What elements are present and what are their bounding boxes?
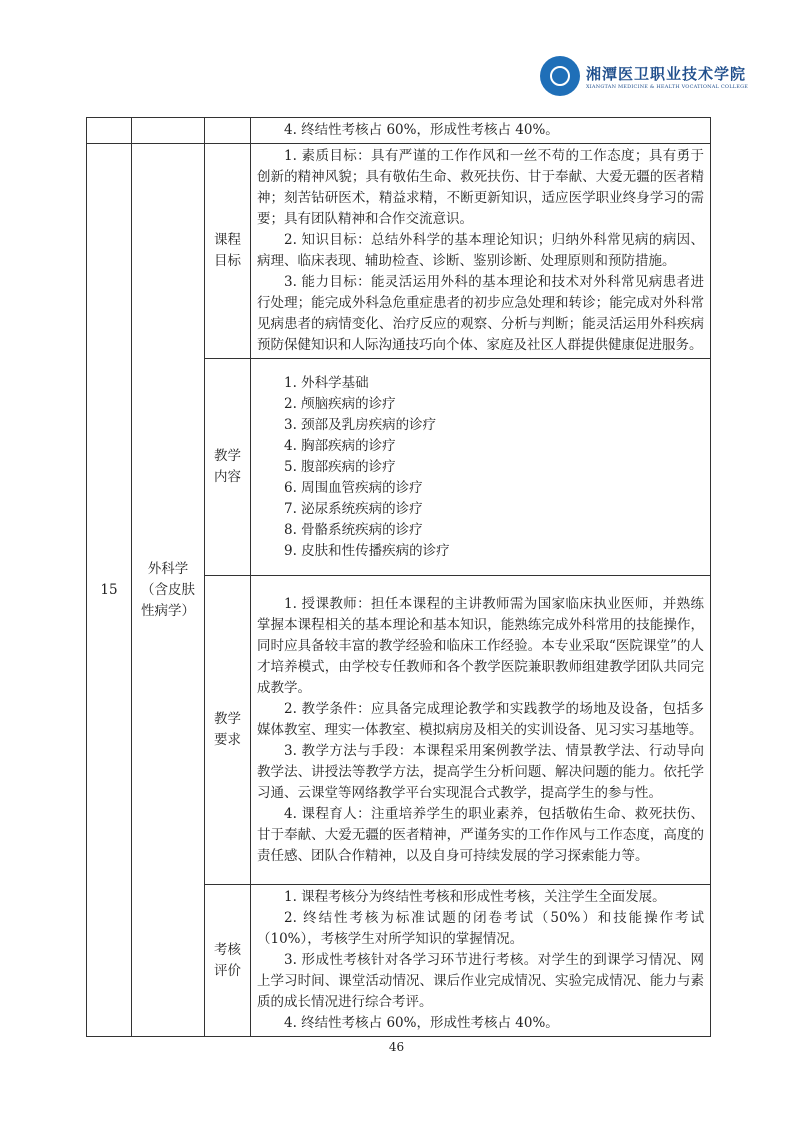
course-table [86, 117, 711, 1037]
list-item: 8. 骨骼系统疾病的诊疗 [284, 521, 423, 538]
page-number: 46 [388, 1040, 405, 1054]
course-number: 15 [87, 144, 132, 1037]
logo-english-name: XIANGTAN MEDICINE & HEALTH VOCATIONAL COLLEGE [586, 83, 749, 90]
section-label: 教学要求 [205, 576, 251, 885]
teaching-requirements: 1. 授课教师：担任本课程的主讲教师需为国家临床执业医师，并熟练掌握本课程相关的基本理论和基本知识，能熟练完成外科常用的技能操作，同时应具备较丰富的教学经验和临床工作经验。本专业采取“医院课堂”的人才培养模式，由学校专任教师和各个教学医院兼职教师组建教学团队共同完成教学。 2. 教学条件：应具备完成理论教学和实践教学的场地及设备，包括多媒体教室、理实一体教室、模拟病房及相关的实训设备、见习实习基地等。 3. 教学方法与手段：本课程采用案例教学法、情景教学法、行动导向教学法、讲授法等教学方法，提高学生分析问题、解决问题的能力。依托学习通、云课堂等网络教学平台实现混合式教学，提高学生的参与性。 4. 课程育人：注重培养学生的职业素养，包括敬佑生命、救死扶伤、甘于奉献、大爱无疆的医者精神，严谨务实的工作作风与工作态度，高度的责任感、团队合作精神，以及自身可持续发展的学习探索能力等。 [251, 576, 711, 885]
course-objectives: 1. 素质目标：具有严谨的工作作风和一丝不苟的工作态度；具有勇于创新的精神风貌；具有敬佑生命、救死扶伤、甘于奉献、大爱无疆的医者精神；刻苦钻研医术，精益求精，不断更新知识，适应医学职业终身学习的需要；具有团队精神和合作交流意识。 2. 知识目标：总结外科学的基本理论知识；归纳外科常见病的病因、病理、临床表现、辅助检查、诊断、鉴别诊断、处理原则和预防措施。 3. 能力目标：能灵活运用外科的基本理论和技术对外科常见病患者进行处理；能完成外科急危重症患者的初步应急处理和转诊；能完成对外科常见病患者的病情变化、治疗反应的观察、分析与判断；能灵活运用外科疾病预防保健知识和人际沟通技巧向个体、家庭及社区人群提供健康促进服务。 [251, 144, 711, 359]
list-item: 3. 颈部及乳房疾病的诊疗 [284, 416, 437, 433]
assessment: 1. 课程考核分为终结性考核和形成性考核，关注学生全面发展。 2. 终结性考核为标准试题的闭卷考试（50%）和技能操作考试（10%），考核学生对所学知识的掌握情况。 3. 形成性考核针对各学习环节进行考核。对学生的到课学习情况、网上学习时间、课堂活动情况、课后作业完成情况、实验完成情况、能力与素质的成长情况进行综合考评。 4. 终结性考核占 60%，形成性考核占 40%。 [251, 885, 711, 1037]
logo-chinese-name: 湘潭医卫职业技术学院 [586, 64, 747, 83]
table-row [87, 144, 711, 359]
section-label: 课程目标 [205, 144, 251, 359]
college-seal-icon [540, 56, 580, 96]
course-name: 外科学（含皮肤性病学） [132, 144, 205, 1037]
list-item: 5. 腹部疾病的诊疗 [284, 458, 396, 475]
list-item: 1. 外科学基础 [284, 374, 369, 391]
section-label: 考核评价 [205, 885, 251, 1037]
section-label: 教学内容 [205, 359, 251, 576]
previous-row-tail [87, 118, 711, 144]
list-item: 4. 胸部疾病的诊疗 [284, 437, 396, 454]
list-item: 6. 周围血管疾病的诊疗 [284, 479, 423, 496]
list-item: 2. 颅脑疾病的诊疗 [284, 395, 396, 412]
list-item: 7. 泌尿系统疾病的诊疗 [284, 500, 423, 517]
prev-assessment-ratio: 4. 终结性考核占 60%，形成性考核占 40%。 [284, 122, 559, 138]
list-item: 9. 皮肤和性传播疾病的诊疗 [284, 542, 450, 559]
teaching-content [251, 359, 711, 576]
college-logo [540, 56, 748, 96]
